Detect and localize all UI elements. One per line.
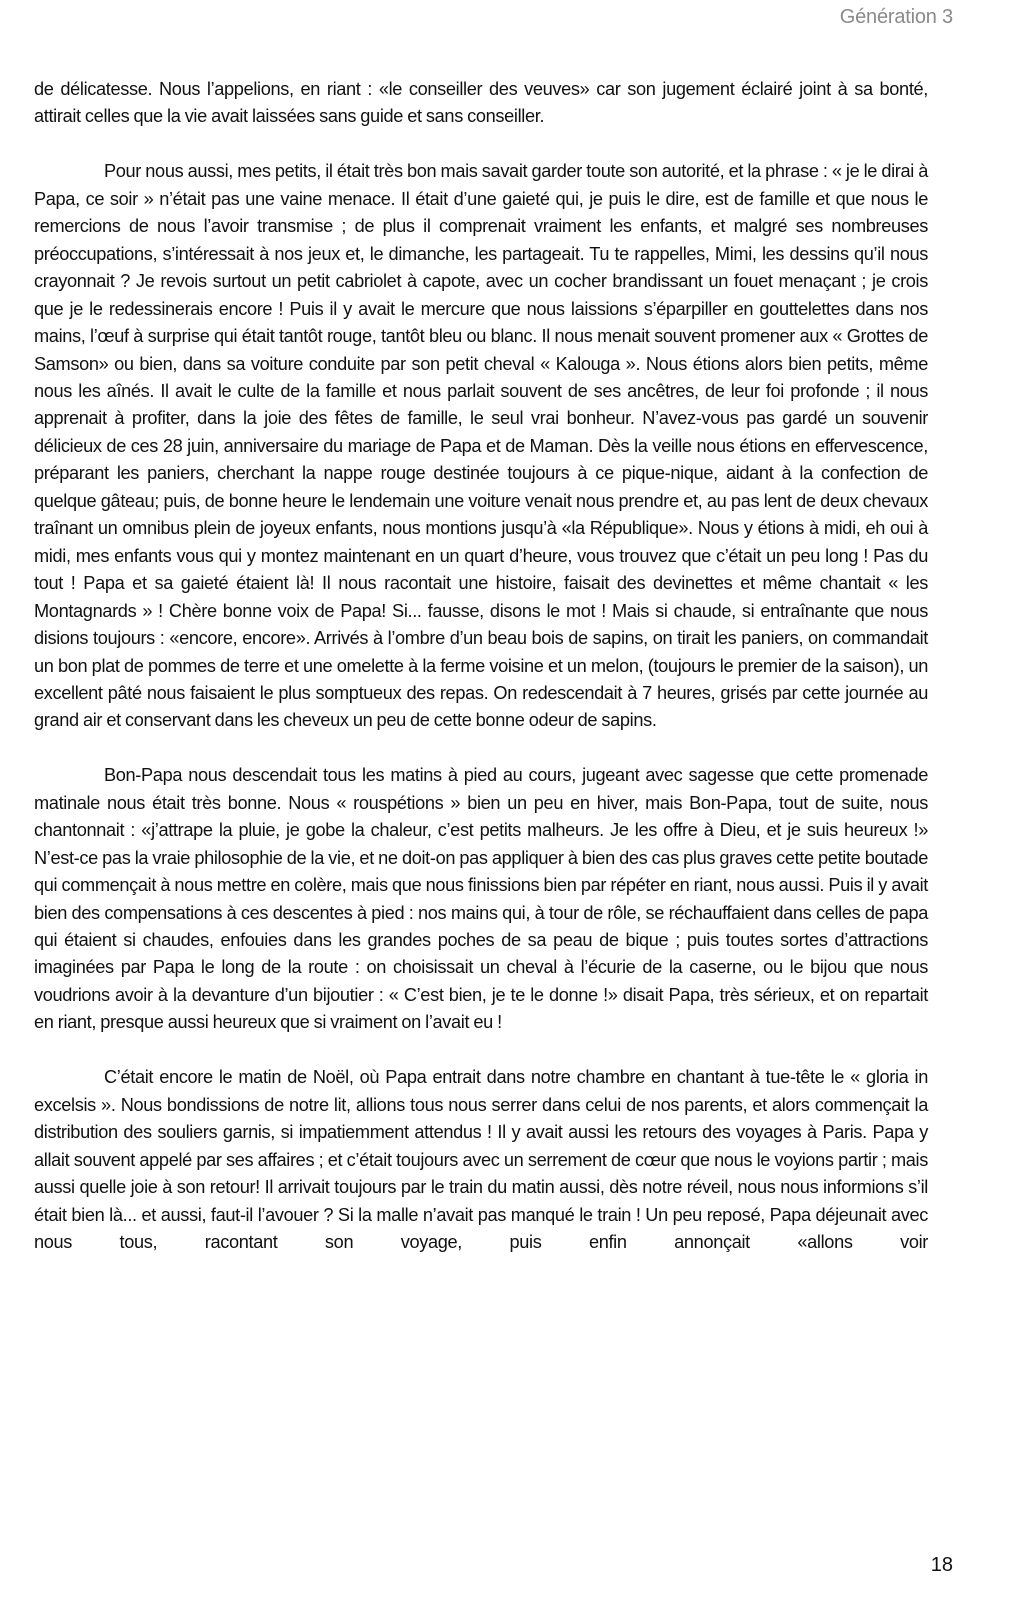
- paragraph-2: Pour nous aussi, mes petits, il était très bon mais savait garder toute son autorité, et la phrase : « je le dirai à Papa, ce soir » n’était pas une vaine menace. Il était d’une gaieté qui, je puis le dire, est de famille et que nous le remercions de nous l’avoir transmise ; de plus il comprenait vraiment les enfants, et malgré ses nombreuses préoccupations, s’intéressait à nos jeux et, le dimanche, les partageait. Tu te rappelles, Mimi, les dessins qu’il nous crayonnait ? Je revois surtout un petit cabriolet à capote, avec un cocher brandissant un fouet menaçant ; je crois que je le redessinerais encore ! Puis il y avait le mercure que nous laissions s’éparpiller en gouttelettes dans nos mains, l’œuf à surprise qui était tantôt rouge, tantôt bleu ou blanc. Il nous menait souvent promener aux « Grottes de Samson» ou bien, dans sa voiture conduite par son petit cheval « Kalouga ». Nous étions alors bien petits, même nous les aînés. Il avait le culte de la famille et nous parlait souvent de ses ancêtres, de leur foi profonde ; il nous apprenait à profiter, dans la joie des fêtes de famille, le seul vrai bonheur. N’avez-vous pas gardé un souvenir délicieux de ces 28 juin, anniversaire du mariage de Papa et de Maman. Dès la veille nous étions en effervescence, préparant les paniers, cherchant la nappe rouge destinée toujours à ce pique-nique, aidant à la confection de quelque gâteau; puis, de bonne heure le lendemain une voiture venait nous prendre et, au pas lent de deux chevaux traînant un omnibus plein de joyeux enfants, nous montions jusqu’à «la République». Nous y étions à midi, eh oui à midi, mes enfants vous qui y montez maintenant en un quart d’heure, vous trouvez que c’était un peu long ! Pas du tout ! Papa et sa gaieté étaient là! Il nous racontait une histoire, faisait des devinettes et même chantait « les Montagnards » ! Chère bonne voix de Papa! Si... fausse, disons le mot ! Mais si chaude, si entraînante que nous disions toujours : «encore, encore». Arrivés à l’ombre d’un beau bois de sapins, on tirait les paniers, on commandait un bon plat de pommes de terre et une omelette à la ferme voisine et un melon, (toujours le premier de la saison), un excellent pâté nous faisaient le plus somptueux des repas. On redescendait à 7 heures, grisés par cette journée au grand air et conservant dans les cheveux un peu de cette bonne odeur de sapins.: [34, 161, 928, 731]
- paragraph-4: C’était encore le matin de Noël, où Papa entrait dans notre chambre en chantant à tue-tête le « gloria in excelsis ». Nous bondissions de notre lit, allions tous nous serrer dans celui de nos parents, et alors commençait la distribution des souliers garnis, si impatiemment attendus ! Il y avait aussi les retours des voyages à Paris. Papa y allait souvent appelé par ses affaires ; et c’était toujours avec un serrement de cœur que nous le voyions partir ; mais aussi quelle joie à son retour! Il arrivait toujours par le train du matin aussi, dès notre réveil, nous nous informions s’il était bien là... et aussi, faut-il l’avouer ? Si la malle n’avait pas manqué le train ! Un peu reposé, Papa déjeunait avec nous tous, racontant son voyage, puis enfin annonçait «allons voir: [34, 1067, 928, 1252]
- paragraph-1: de délicatesse. Nous l’appelions, en riant : «le conseiller des veuves» car son jugement éclairé joint à sa bonté, attirait celles que la vie avait laissées sans guide et sans conseiller.: [34, 79, 928, 127]
- document-body: [34, 76, 928, 1256]
- paragraph-3: Bon-Papa nous descendait tous les matins à pied au cours, jugeant avec sagesse que cette promenade matinale nous était très bonne. Nous « rouspétions » bien un peu en hiver, mais Bon-Papa, tout de suite, nous chantonnait : «j’attrape la pluie, je gobe la chaleur, c’est petits malheurs. Je les offre à Dieu, et je suis heureux !» N’est-ce pas la vraie philosophie de la vie, et ne doit-on pas appliquer à bien des cas plus graves cette petite boutade qui commençait à nous mettre en colère, mais que nous finissions bien par répéter en riant, nous aussi. Puis il y avait bien des compensations à ces descentes à pied : nos mains qui, à tour de rôle, se réchauffaient dans celles de papa qui étaient si chaudes, enfouies dans les grandes poches de sa peau de bique ; puis toutes sortes d’attractions imaginées par Papa le long de la route : on choisissait un cheval à l’écurie de la caserne, ou le bijou que nous voudrions avoir à la devanture d’un bijoutier : « C’est bien, je te le donne !» disait Papa, très sérieux, et on repartait en riant, presque aussi heureux que si vraiment on l’avait eu !: [34, 765, 928, 1033]
- page-number: 18: [930, 1554, 953, 1576]
- running-header-title: Génération 3: [839, 6, 953, 28]
